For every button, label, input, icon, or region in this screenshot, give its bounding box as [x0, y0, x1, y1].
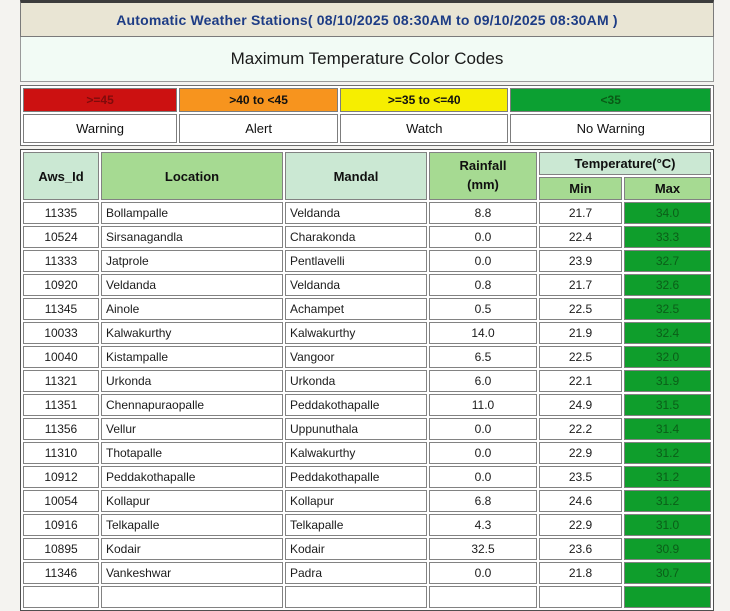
cell-location: Peddakothapalle — [101, 466, 283, 488]
label-warning: Warning — [23, 114, 177, 143]
cell-temp-min: 21.9 — [539, 322, 622, 344]
range-warning: >=45 — [23, 88, 177, 112]
data-table-header — [23, 152, 711, 200]
cell-location: Jatprole — [101, 250, 283, 272]
cell-temp-min: 22.9 — [539, 514, 622, 536]
header-rainfall — [429, 152, 537, 200]
header-temp-min: Min — [539, 177, 622, 200]
cell-mandal: Veldanda — [285, 202, 427, 224]
range-watch: >=35 to <=40 — [340, 88, 508, 112]
page-title — [20, 0, 714, 37]
cell-location: Vellur — [101, 418, 283, 440]
cell-location: Veldanda — [101, 274, 283, 296]
cell-rainfall: 11.0 — [429, 394, 537, 416]
cell-aws-id: 11310 — [23, 442, 99, 464]
cell-mandal: Vangoor — [285, 346, 427, 368]
cell-temp-min: 22.2 — [539, 418, 622, 440]
color-codes-heading-text: Maximum Temperature Color Codes — [230, 49, 504, 68]
label-alert: Alert — [179, 114, 338, 143]
cell-aws-id — [23, 586, 99, 608]
cell-aws-id: 10054 — [23, 490, 99, 512]
cell-rainfall: 4.3 — [429, 514, 537, 536]
cell-temp-max: 30.7 — [624, 562, 711, 584]
cell-temp-max: 32.6 — [624, 274, 711, 296]
cell-location: Kodair — [101, 538, 283, 560]
table-row — [23, 370, 711, 392]
cell-temp-min: 22.9 — [539, 442, 622, 464]
table-row — [23, 322, 711, 344]
cell-temp-max: 31.9 — [624, 370, 711, 392]
data-table-body — [23, 202, 711, 608]
table-row — [23, 274, 711, 296]
cell-temp-max: 32.4 — [624, 322, 711, 344]
cell-rainfall: 14.0 — [429, 322, 537, 344]
table-row — [23, 538, 711, 560]
page-title-text: Automatic Weather Stations( 08/10/2025 08:30AM to 09/10/2025 08:30AM ) — [116, 11, 618, 28]
cell-aws-id: 11335 — [23, 202, 99, 224]
header-location: Location — [101, 152, 283, 200]
header-mandal: Mandal — [285, 152, 427, 200]
header-temp-max: Max — [624, 177, 711, 200]
table-row — [23, 394, 711, 416]
cell-mandal: Peddakothapalle — [285, 466, 427, 488]
cell-rainfall: 0.0 — [429, 226, 537, 248]
cell-temp-max: 34.0 — [624, 202, 711, 224]
color-codes-heading — [20, 37, 714, 82]
cell-temp-min: 23.6 — [539, 538, 622, 560]
cell-rainfall: 0.0 — [429, 442, 537, 464]
color-codes-label-row — [23, 114, 711, 143]
cell-temp-min: 24.6 — [539, 490, 622, 512]
cell-mandal: Peddakothapalle — [285, 394, 427, 416]
cell-temp-min: 21.8 — [539, 562, 622, 584]
cell-mandal: Kalwakurthy — [285, 322, 427, 344]
cell-rainfall: 0.8 — [429, 274, 537, 296]
cell-temp-min: 23.9 — [539, 250, 622, 272]
cell-temp-max: 31.2 — [624, 490, 711, 512]
header-temperature: Temperature(°C) — [539, 152, 711, 175]
cell-location: Kistampalle — [101, 346, 283, 368]
cell-mandal: Urkonda — [285, 370, 427, 392]
cell-mandal: Uppunuthala — [285, 418, 427, 440]
cell-temp-max: 31.2 — [624, 466, 711, 488]
cell-temp-min: 21.7 — [539, 202, 622, 224]
table-row — [23, 562, 711, 584]
cell-mandal: Padra — [285, 562, 427, 584]
cell-temp-max: 30.9 — [624, 538, 711, 560]
cell-temp-max — [624, 586, 711, 608]
table-row — [23, 418, 711, 440]
label-watch: Watch — [340, 114, 508, 143]
cell-temp-min: 23.5 — [539, 466, 622, 488]
cell-temp-min: 22.5 — [539, 346, 622, 368]
cell-temp-max: 31.5 — [624, 394, 711, 416]
cell-rainfall — [429, 586, 537, 608]
cell-mandal: Achampet — [285, 298, 427, 320]
cell-rainfall: 8.8 — [429, 202, 537, 224]
color-codes-table — [20, 85, 714, 146]
cell-location — [101, 586, 283, 608]
table-row — [23, 466, 711, 488]
cell-temp-min — [539, 586, 622, 608]
cell-location: Kollapur — [101, 490, 283, 512]
table-row — [23, 490, 711, 512]
cell-temp-min: 22.1 — [539, 370, 622, 392]
cell-rainfall: 6.8 — [429, 490, 537, 512]
cell-temp-max: 31.4 — [624, 418, 711, 440]
cell-temp-max: 32.0 — [624, 346, 711, 368]
cell-rainfall: 0.5 — [429, 298, 537, 320]
cell-mandal: Charakonda — [285, 226, 427, 248]
cell-mandal: Kalwakurthy — [285, 442, 427, 464]
cell-rainfall: 6.5 — [429, 346, 537, 368]
cell-rainfall: 0.0 — [429, 250, 537, 272]
cell-rainfall: 0.0 — [429, 562, 537, 584]
cell-mandal: Kodair — [285, 538, 427, 560]
table-row — [23, 514, 711, 536]
cell-temp-max: 31.2 — [624, 442, 711, 464]
cell-location: Sirsanagandla — [101, 226, 283, 248]
weather-report-page — [20, 0, 714, 611]
header-rainfall-line1: Rainfall — [459, 158, 507, 174]
color-codes-range-row — [23, 88, 711, 112]
cell-rainfall: 32.5 — [429, 538, 537, 560]
cell-aws-id: 11346 — [23, 562, 99, 584]
cell-temp-min: 21.7 — [539, 274, 622, 296]
cell-aws-id: 11345 — [23, 298, 99, 320]
cell-aws-id: 10895 — [23, 538, 99, 560]
table-row — [23, 250, 711, 272]
label-no-warning: No Warning — [510, 114, 711, 143]
range-alert: >40 to <45 — [179, 88, 338, 112]
cell-temp-min: 22.5 — [539, 298, 622, 320]
table-row — [23, 346, 711, 368]
cell-location: Urkonda — [101, 370, 283, 392]
cell-rainfall: 6.0 — [429, 370, 537, 392]
cell-aws-id: 10920 — [23, 274, 99, 296]
cell-aws-id: 11321 — [23, 370, 99, 392]
cell-location: Thotapalle — [101, 442, 283, 464]
cell-aws-id: 10916 — [23, 514, 99, 536]
header-aws-id: Aws_Id — [23, 152, 99, 200]
cell-temp-max: 31.0 — [624, 514, 711, 536]
cell-mandal: Veldanda — [285, 274, 427, 296]
aws-data-table — [20, 149, 714, 611]
cell-temp-min: 22.4 — [539, 226, 622, 248]
cell-mandal: Kollapur — [285, 490, 427, 512]
cell-location: Bollampalle — [101, 202, 283, 224]
cell-mandal: Pentlavelli — [285, 250, 427, 272]
header-rainfall-line2: (mm) — [467, 177, 499, 192]
cell-location: Vankeshwar — [101, 562, 283, 584]
cell-temp-max: 33.3 — [624, 226, 711, 248]
cell-temp-min: 24.9 — [539, 394, 622, 416]
cell-location: Ainole — [101, 298, 283, 320]
cell-temp-max: 32.5 — [624, 298, 711, 320]
cell-aws-id: 11356 — [23, 418, 99, 440]
cell-mandal — [285, 586, 427, 608]
cell-location: Kalwakurthy — [101, 322, 283, 344]
range-no-warning: <35 — [510, 88, 711, 112]
cell-aws-id: 11333 — [23, 250, 99, 272]
cell-rainfall: 0.0 — [429, 418, 537, 440]
cell-location: Chennapuraopalle — [101, 394, 283, 416]
cell-rainfall: 0.0 — [429, 466, 537, 488]
cell-location: Telkapalle — [101, 514, 283, 536]
table-row — [23, 298, 711, 320]
table-row — [23, 586, 711, 608]
cell-aws-id: 10040 — [23, 346, 99, 368]
table-row — [23, 442, 711, 464]
cell-aws-id: 10033 — [23, 322, 99, 344]
cell-mandal: Telkapalle — [285, 514, 427, 536]
cell-aws-id: 10524 — [23, 226, 99, 248]
cell-aws-id: 11351 — [23, 394, 99, 416]
table-row — [23, 226, 711, 248]
cell-temp-max: 32.7 — [624, 250, 711, 272]
cell-aws-id: 10912 — [23, 466, 99, 488]
table-row — [23, 202, 711, 224]
